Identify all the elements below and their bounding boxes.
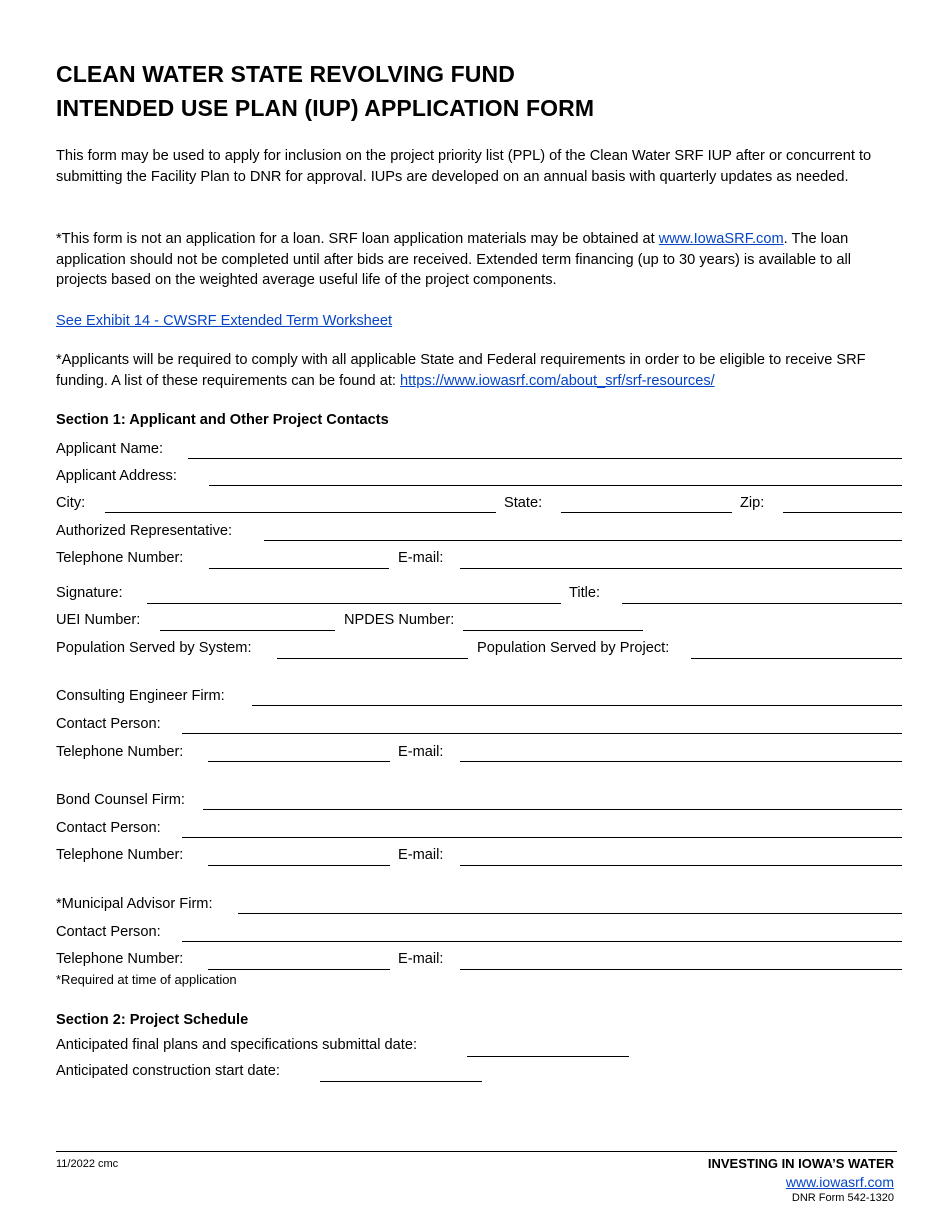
bond-contact-field[interactable]	[182, 822, 902, 838]
pop-system-label: Population Served by System:	[56, 640, 252, 656]
exhibit-paragraph	[56, 311, 896, 332]
exhibit-14-link[interactable]: See Exhibit 14 - CWSRF Extended Term Worksheet	[56, 313, 393, 329]
zip-label: Zip:	[740, 495, 765, 511]
npdes-label: NPDES Number:	[344, 612, 455, 628]
required-note: *Required at time of application	[56, 972, 237, 987]
construction-date-label: Anticipated construction start date:	[56, 1063, 280, 1079]
bond-telephone-field[interactable]	[208, 850, 390, 866]
signature-field[interactable]	[147, 588, 561, 604]
title-label: Title:	[569, 585, 601, 601]
engineer-contact-field[interactable]	[182, 718, 902, 734]
revision-code: 11/2022 cmc	[56, 1158, 119, 1170]
construction-date-field[interactable]	[320, 1066, 482, 1082]
bond-email-field[interactable]	[460, 850, 902, 866]
footer-tagline: INVESTING IN IOWA’S WATER	[707, 1156, 894, 1171]
applicant-email-label: E-mail:	[398, 550, 444, 566]
applicant-name-field[interactable]	[188, 443, 902, 459]
section2-heading: Section 2: Project Schedule	[56, 1012, 249, 1028]
bond-firm-label: Bond Counsel Firm:	[56, 792, 185, 808]
bond-contact-label: Contact Person:	[56, 820, 161, 836]
engineer-telephone-field[interactable]	[208, 746, 390, 762]
applicant-telephone-label: Telephone Number:	[56, 550, 184, 566]
authorized-rep-field[interactable]	[264, 525, 902, 541]
engineer-contact-label: Contact Person:	[56, 716, 161, 732]
form-title-line2: INTENDED USE PLAN (IUP) APPLICATION FORM	[56, 95, 595, 121]
applicant-telephone-field[interactable]	[209, 553, 389, 569]
applicant-email-field[interactable]	[460, 553, 902, 569]
iowasrf-link[interactable]: www.IowaSRF.com	[658, 231, 784, 247]
advisor-firm-field[interactable]	[238, 898, 902, 914]
requirements-paragraph	[56, 350, 896, 391]
pop-system-field[interactable]	[277, 643, 468, 659]
form-title-line1: CLEAN WATER STATE REVOLVING FUND	[56, 61, 515, 87]
advisor-telephone-field[interactable]	[208, 954, 390, 970]
plans-date-label: Anticipated final plans and specifications submittal date:	[56, 1037, 418, 1053]
footer-website-link[interactable]: www.iowasrf.com	[785, 1174, 894, 1190]
npdes-field[interactable]	[463, 615, 643, 631]
authorized-rep-label: Authorized Representative:	[56, 523, 233, 539]
applicant-name-label: Applicant Name:	[56, 441, 164, 457]
bond-telephone-label: Telephone Number:	[56, 847, 184, 863]
loan-note-text-b: . The loan application should not be completed until after bids are received. Extended term financing (up to 30 years) is available to all projects based on the weighted average useful life of the project components.	[56, 231, 852, 288]
title-field[interactable]	[622, 588, 902, 604]
footer-divider	[56, 1151, 897, 1152]
zip-field[interactable]	[783, 497, 902, 513]
bond-email-label: E-mail:	[398, 847, 444, 863]
city-field[interactable]	[105, 497, 496, 513]
plans-date-field[interactable]	[467, 1041, 629, 1057]
srf-resources-link[interactable]: https://www.iowasrf.com/about_srf/srf-resources/	[400, 372, 715, 389]
applicant-address-label: Applicant Address:	[56, 468, 177, 484]
advisor-telephone-label: Telephone Number:	[56, 951, 184, 967]
loan-note-paragraph	[56, 229, 896, 291]
pop-project-field[interactable]	[691, 643, 902, 659]
section1-heading: Section 1: Applicant and Other Project Contacts	[56, 412, 389, 428]
state-label: State:	[504, 495, 543, 511]
engineer-firm-label: Consulting Engineer Firm:	[56, 688, 225, 704]
pop-project-label: Population Served by Project:	[477, 640, 670, 656]
advisor-contact-label: Contact Person:	[56, 924, 161, 940]
city-label: City:	[56, 495, 86, 511]
engineer-telephone-label: Telephone Number:	[56, 744, 184, 760]
bond-firm-field[interactable]	[203, 794, 902, 810]
signature-label: Signature:	[56, 585, 123, 601]
requirements-text: *Applicants will be required to comply with all applicable State and Federal requirements in order to be eligible to receive SRF funding. A list of these requirements can be found at:	[56, 352, 866, 389]
engineer-email-label: E-mail:	[398, 744, 444, 760]
advisor-firm-label: *Municipal Advisor Firm:	[56, 896, 213, 912]
engineer-email-field[interactable]	[460, 746, 902, 762]
uei-label: UEI Number:	[56, 612, 141, 628]
state-field[interactable]	[561, 497, 732, 513]
advisor-contact-field[interactable]	[182, 926, 902, 942]
intro-paragraph: This form may be used to apply for inclusion on the project priority list (PPL) of the Clean Water SRF IUP after or concurrent to submitting the Facility Plan to DNR for approval. IUPs are developed on an annual basis with quarterly updates as needed.	[56, 148, 872, 185]
dnr-form-number: DNR Form 542-1320	[791, 1192, 894, 1204]
applicant-address-field[interactable]	[209, 470, 902, 486]
advisor-email-field[interactable]	[460, 954, 902, 970]
loan-note-text-a: *This form is not an application for a loan. SRF loan application materials may be obtained at	[56, 231, 659, 247]
engineer-firm-field[interactable]	[252, 690, 902, 706]
advisor-email-label: E-mail:	[398, 951, 444, 967]
uei-field[interactable]	[160, 615, 335, 631]
